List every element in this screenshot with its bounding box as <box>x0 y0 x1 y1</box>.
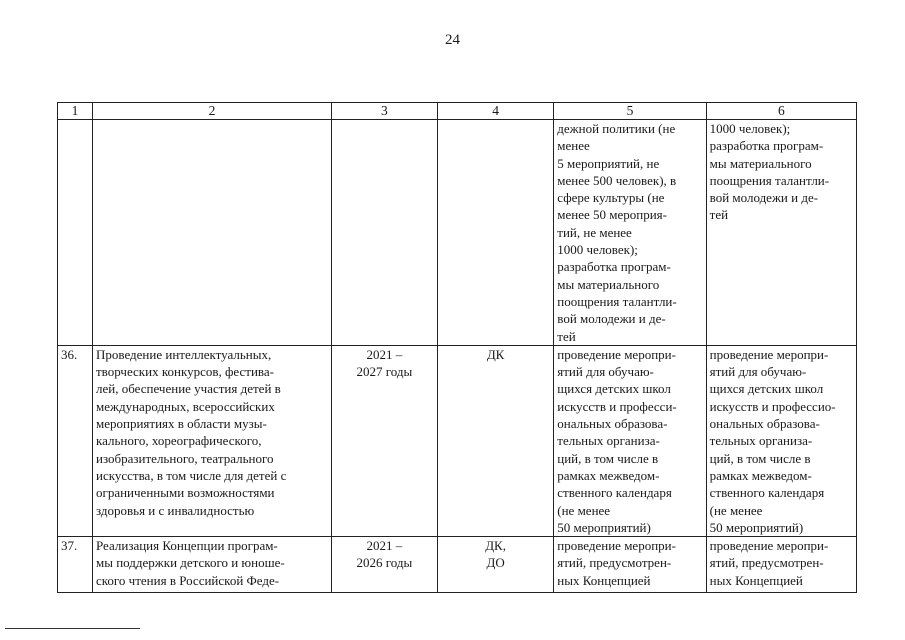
result-column5-cell: дежной политики (не менее 5 мероприятий, не менее 500 человек), в сфере культуры (не менее 50 мероприя- тий, не менее 1000 человек); разработка програм- мы материального поощрения талантли- вой молодежи и де- тей <box>554 120 706 346</box>
activity-cell: Реализация Концепции програм- мы поддержки детского и юноше- ского чтения в Российской Феде- <box>93 537 332 593</box>
column-header: 6 <box>706 103 856 120</box>
result-column5-cell: проведение меропри- ятий, предусмотрен- ных Концепцией <box>554 537 706 593</box>
column-header: 3 <box>331 103 437 120</box>
row-number <box>58 120 93 346</box>
column-header: 5 <box>554 103 706 120</box>
column-header: 2 <box>93 103 332 120</box>
row-number: 37. <box>58 537 93 593</box>
table-row <box>58 537 857 593</box>
result-column5-cell: проведение меропри- ятий для обучаю- щихся детских школ искусств и професси- ональных образова- тельных организа- ций, в том числе в рамках межведом- ственного календаря (не менее 50 мероприятий) <box>554 345 706 536</box>
row-number: 36. <box>58 345 93 536</box>
activity-cell: Проведение интеллектуальных, творческих конкурсов, фестива- лей, обеспечение участия детей в международных, всероссийских мероприятиях в области музы- кального, хореографического, изобразительного, театрального искусства, в том числе для детей с ограниченными возможностями здоровья и с инвалидностью <box>93 345 332 536</box>
period-cell: 2021 – 2027 годы <box>331 345 437 536</box>
column-header: 4 <box>437 103 553 120</box>
footnote-separator <box>5 628 140 629</box>
measures-table <box>57 102 857 593</box>
executor-cell: ДК <box>437 345 553 536</box>
activity-cell <box>93 120 332 346</box>
result-column6-cell: проведение меропри- ятий для обучаю- щихся детских школ искусств и профессио- ональных образова- тельных организа- ций, в том числе в рамках межведом- ственного календаря (не менее 50 мероприятий) <box>706 345 856 536</box>
column-header: 1 <box>58 103 93 120</box>
result-column6-cell: проведение меропри- ятий, предусмотрен- ных Концепцией <box>706 537 856 593</box>
period-cell <box>331 120 437 346</box>
table-header-row <box>58 103 857 120</box>
table-row <box>58 345 857 536</box>
result-column6-cell: 1000 человек); разработка програм- мы материального поощрения талантли- вой молодежи и де- тей <box>706 120 856 346</box>
executor-cell: ДК, ДО <box>437 537 553 593</box>
page-number: 24 <box>445 32 460 48</box>
table-row <box>58 120 857 346</box>
executor-cell <box>437 120 553 346</box>
period-cell: 2021 – 2026 годы <box>331 537 437 593</box>
